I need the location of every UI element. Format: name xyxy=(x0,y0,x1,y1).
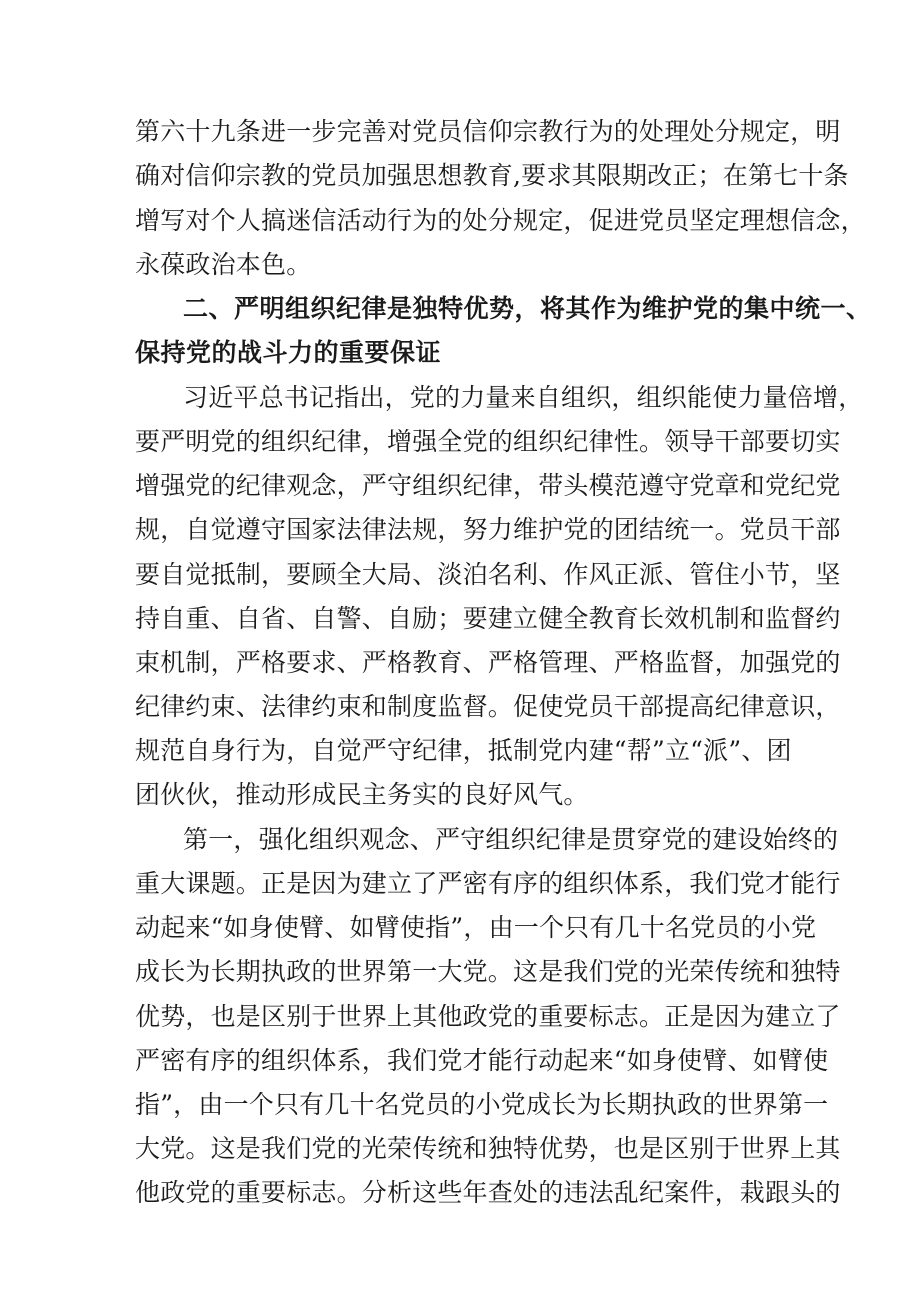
text-line: 习近平总书记指出，党的力量来自组织，组织能使力量倍增， xyxy=(183,383,864,412)
text-line: 指”，由一个只有几十名党员的小党成长为长期执政的世界第一 xyxy=(135,1090,829,1119)
text-line: 成长为长期执政的世界第一大党。这是我们党的光荣传统和独特 xyxy=(135,957,841,986)
section-heading: 保持党的战斗力的重要保证 xyxy=(135,338,442,367)
text-line: 优势，也是区别于世界上其他政党的重要标志。正是因为建立了 xyxy=(135,1002,841,1031)
text-line: 束机制，严格要求、严格教育、严格管理、严格监督，加强党的 xyxy=(135,648,841,677)
text-line: 规，自觉遵守国家法律法规，努力维护党的团结统一。党员干部 xyxy=(135,515,841,544)
text-line: 第六十九条进一步完善对党员信仰宗教行为的处理处分规定，明 xyxy=(135,117,841,146)
text-line: 持自重、自省、自警、自励；要建立健全教育长效机制和监督约 xyxy=(135,604,841,633)
text-line: 永葆政治本色。 xyxy=(135,250,312,279)
text-line: 要自觉抵制，要顾全大局、淡泊名利、作风正派、管住小节，坚 xyxy=(135,560,841,589)
text-line: 要严明党的组织纪律，增强全党的组织纪律性。领导干部要切实 xyxy=(135,427,841,456)
text-line: 确对信仰宗教的党员加强思想教育,要求其限期改正；在第七十条 xyxy=(135,161,849,190)
text-line: 严密有序的组织体系，我们党才能行动起来“如身使臂、如臂使 xyxy=(135,1046,829,1075)
text-line: 纪律约束、法律约束和制度监督。促使党员干部提高纪律意识， xyxy=(135,692,841,721)
text-line: 增写对个人搞迷信活动行为的处分规定，促进党员坚定理想信念， xyxy=(135,206,866,235)
text-line: 增强党的纪律观念，严守组织纪律，带头模范遵守党章和党纪党 xyxy=(135,471,841,500)
text-line: 动起来“如身使臂、如臂使指”，由一个只有几十名党员的小党 xyxy=(135,913,817,942)
text-line: 第一，强化组织观念、严守组织纪律是贯穿党的建设始终的 xyxy=(183,825,839,854)
text-line: 他政党的重要标志。分析这些年查处的违法乱纪案件，栽跟头的 xyxy=(135,1178,841,1207)
section-heading: 二、严明组织纪律是独特优势，将其作为维护党的集中统一、 xyxy=(183,294,872,323)
text-line: 大党。这是我们党的光荣传统和独特优势，也是区别于世界上其 xyxy=(135,1134,841,1163)
text-line: 团伙伙，推动形成民主务实的良好风气。 xyxy=(135,780,589,809)
text-line: 规范自身行为，自觉严守纪律，抵制党内建“帮”立“派”、团 xyxy=(135,736,792,765)
text-line: 重大课题。正是因为建立了严密有序的组织体系，我们党才能行 xyxy=(135,869,841,898)
